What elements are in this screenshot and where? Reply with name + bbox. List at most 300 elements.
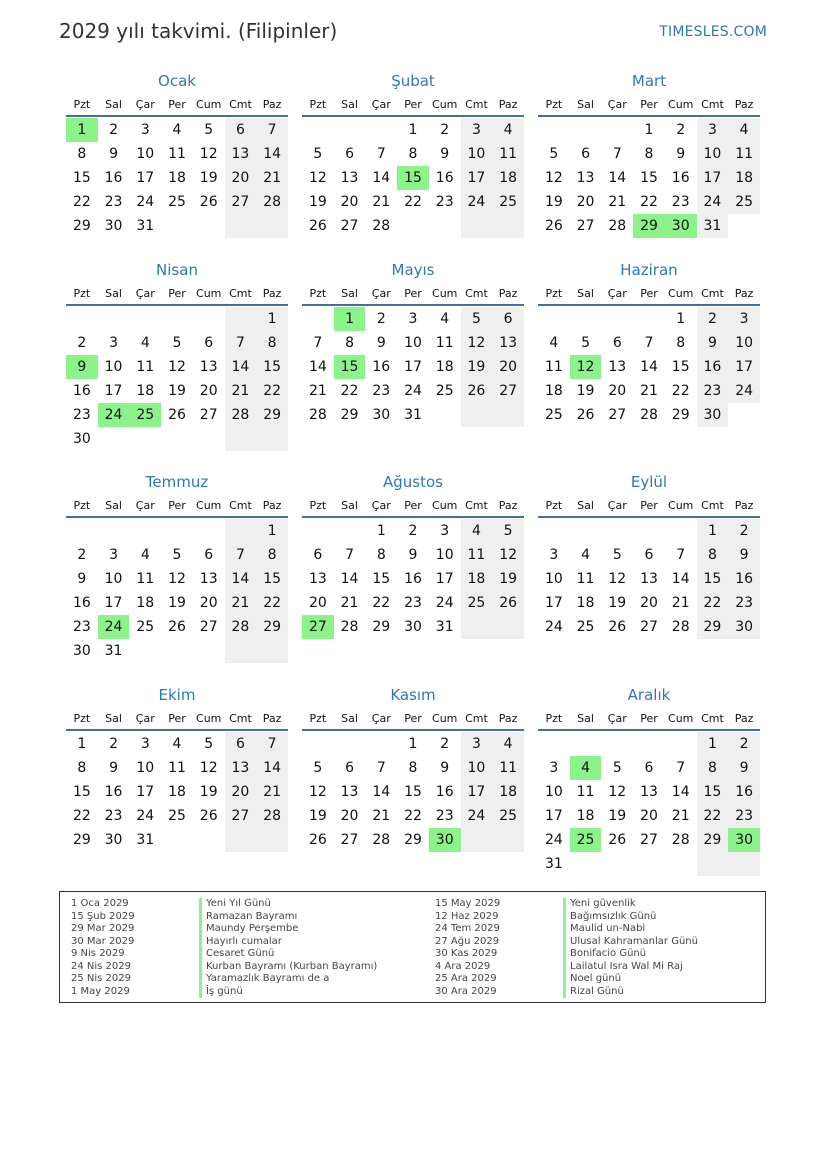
weekday-label: Sal — [105, 98, 122, 111]
weekday-label: Per — [168, 98, 186, 111]
day-cell: 23 — [671, 194, 690, 210]
site-link[interactable]: TIMESLES.COM — [659, 24, 767, 40]
day-cell: 13 — [199, 571, 218, 587]
empty-day-cell — [256, 828, 288, 852]
day-cell: 8 — [376, 547, 386, 563]
day-cell: 28 — [340, 619, 359, 635]
day-cell: 15 — [697, 567, 729, 591]
day-cell: 19 — [308, 194, 327, 210]
day-cell: 3 — [697, 118, 729, 142]
day-cell: 26 — [576, 407, 595, 423]
empty-day-cell — [397, 214, 429, 238]
day-cell: 8 — [256, 331, 288, 355]
empty-day-cell — [492, 615, 524, 639]
empty-day-cell — [538, 118, 570, 142]
empty-day-cell — [225, 427, 257, 451]
weekday-label: Per — [640, 98, 658, 111]
weekday-label: Cum — [196, 98, 222, 111]
day-cell: 18 — [492, 780, 524, 804]
day-cell: 4 — [581, 547, 591, 563]
day-cell: 6 — [313, 547, 323, 563]
day-cell: 14 — [608, 170, 627, 186]
day-cell: 6 — [581, 146, 591, 162]
day-cell: 11 — [461, 543, 493, 567]
day-cell: 9 — [408, 547, 418, 563]
day-cell: 11 — [168, 146, 186, 162]
day-cell: 25 — [461, 591, 493, 615]
weekday-label: Paz — [734, 499, 754, 512]
day-grid — [538, 118, 760, 238]
legend-holiday-name: Ramazan Bayramı — [199, 911, 377, 924]
weekday-label: Çar — [371, 98, 391, 111]
month-block — [302, 685, 524, 852]
legend-left-names — [199, 898, 377, 998]
weekday-header — [66, 709, 288, 731]
day-cell: 12 — [570, 355, 602, 379]
day-cell: 5 — [172, 547, 182, 563]
month-name: Ocak — [158, 72, 196, 90]
day-cell: 1 — [77, 736, 87, 752]
day-cell: 18 — [492, 166, 524, 190]
day-cell: 5 — [313, 760, 323, 776]
day-cell: 21 — [608, 194, 627, 210]
legend-date: 24 Tem 2029 — [435, 923, 500, 934]
day-cell: 16 — [104, 784, 123, 800]
day-cell: 15 — [397, 166, 429, 190]
day-cell: 28 — [256, 804, 288, 828]
day-cell: 30 — [404, 619, 422, 635]
day-cell: 15 — [671, 359, 690, 375]
day-cell: 20 — [608, 383, 627, 399]
empty-day-cell — [161, 427, 193, 451]
day-cell: 2 — [728, 519, 760, 543]
day-cell: 5 — [612, 547, 622, 563]
day-grid — [538, 519, 760, 639]
day-cell: 28 — [608, 218, 627, 234]
weekday-label: Cmt — [701, 712, 724, 725]
empty-day-cell — [193, 519, 225, 543]
month-block — [302, 472, 524, 639]
day-cell: 22 — [697, 804, 729, 828]
empty-day-cell — [538, 519, 570, 543]
month-name: Kasım — [390, 686, 436, 704]
day-cell: 30 — [665, 214, 697, 238]
weekday-label: Cum — [668, 712, 694, 725]
day-cell: 10 — [435, 547, 454, 563]
day-cell: 7 — [225, 331, 257, 355]
day-cell: 24 — [544, 619, 563, 635]
day-cell: 21 — [640, 383, 658, 399]
day-cell: 3 — [549, 547, 559, 563]
day-cell: 11 — [492, 756, 524, 780]
empty-day-cell — [225, 828, 257, 852]
day-cell: 27 — [199, 407, 218, 423]
day-cell: 16 — [104, 170, 123, 186]
empty-day-cell — [225, 639, 257, 663]
day-cell: 29 — [671, 407, 690, 423]
day-cell: 4 — [172, 736, 182, 752]
empty-day-cell — [365, 732, 397, 756]
month-block — [302, 260, 524, 427]
day-cell: 14 — [256, 142, 288, 166]
day-cell: 30 — [372, 407, 391, 423]
day-cell: 18 — [461, 567, 493, 591]
legend-holiday-name: Ulusal Kahramanlar Günü — [563, 936, 698, 949]
empty-day-cell — [461, 214, 493, 238]
day-cell: 18 — [435, 359, 454, 375]
day-cell: 3 — [109, 547, 119, 563]
day-cell: 15 — [72, 170, 91, 186]
day-grid — [302, 307, 524, 427]
day-cell: 14 — [225, 355, 257, 379]
day-cell: 4 — [492, 118, 524, 142]
day-cell: 5 — [204, 122, 214, 138]
day-cell: 30 — [429, 828, 461, 852]
legend-holiday-name: Rizal Günü — [563, 986, 698, 999]
empty-day-cell — [256, 427, 288, 451]
day-cell: 11 — [168, 760, 186, 776]
day-cell: 17 — [404, 359, 422, 375]
page-title: 2029 yılı takvimi. (Filipinler) — [59, 19, 338, 43]
weekday-label: Per — [640, 287, 658, 300]
weekday-label: Pzt — [309, 499, 327, 512]
empty-day-cell — [601, 732, 633, 756]
day-cell: 4 — [728, 118, 760, 142]
day-cell: 28 — [671, 832, 690, 848]
day-cell: 9 — [77, 571, 87, 587]
weekday-label: Çar — [135, 98, 155, 111]
day-cell: 27 — [492, 379, 524, 403]
day-cell: 18 — [168, 784, 186, 800]
legend-holiday-name: Bonifacio Günü — [563, 948, 698, 961]
weekday-label: Pzt — [309, 287, 327, 300]
weekday-header — [302, 496, 524, 518]
day-cell: 4 — [440, 311, 450, 327]
day-cell: 1 — [408, 736, 418, 752]
day-cell: 1 — [697, 519, 729, 543]
day-cell: 27 — [199, 619, 218, 635]
day-cell: 17 — [104, 383, 123, 399]
day-cell: 13 — [199, 359, 218, 375]
day-cell: 17 — [461, 780, 493, 804]
day-cell: 24 — [98, 615, 130, 639]
day-cell: 26 — [308, 218, 327, 234]
month-name: Eylül — [630, 473, 668, 491]
day-cell: 18 — [136, 383, 155, 399]
day-cell: 8 — [644, 146, 654, 162]
weekday-label: Sal — [577, 499, 594, 512]
day-cell: 13 — [340, 170, 359, 186]
weekday-label: Paz — [734, 712, 754, 725]
day-cell: 28 — [372, 218, 391, 234]
day-cell: 25 — [492, 190, 524, 214]
month-name: Haziran — [620, 261, 678, 279]
day-cell: 18 — [544, 383, 563, 399]
weekday-label: Paz — [262, 499, 282, 512]
legend-date: 12 Haz 2029 — [435, 910, 499, 922]
day-cell: 16 — [435, 170, 454, 186]
weekday-header — [66, 284, 288, 306]
day-cell: 3 — [440, 523, 450, 539]
weekday-label: Cmt — [465, 287, 488, 300]
day-cell: 6 — [345, 146, 355, 162]
day-cell: 20 — [199, 595, 218, 611]
day-cell: 29 — [697, 615, 729, 639]
empty-day-cell — [161, 828, 193, 852]
day-cell: 30 — [728, 828, 760, 852]
empty-day-cell — [129, 519, 161, 543]
weekday-label: Cmt — [229, 287, 252, 300]
day-cell: 18 — [168, 170, 186, 186]
weekday-label: Cmt — [701, 98, 724, 111]
day-cell: 9 — [109, 146, 119, 162]
day-cell: 17 — [697, 166, 729, 190]
empty-day-cell — [161, 519, 193, 543]
day-cell: 9 — [109, 760, 119, 776]
day-cell: 12 — [168, 571, 186, 587]
day-cell: 11 — [728, 142, 760, 166]
day-cell: 17 — [544, 595, 563, 611]
weekday-label: Paz — [262, 287, 282, 300]
weekday-label: Sal — [105, 499, 122, 512]
weekday-header — [538, 95, 760, 117]
legend-date: 30 Mar 2029 — [71, 935, 135, 947]
empty-day-cell — [665, 852, 697, 876]
day-cell: 24 — [435, 595, 454, 611]
day-cell: 11 — [544, 359, 563, 375]
day-cell: 8 — [408, 146, 418, 162]
empty-day-cell — [225, 214, 257, 238]
day-cell: 2 — [697, 307, 729, 331]
weekday-label: Cmt — [701, 287, 724, 300]
day-cell: 21 — [671, 808, 690, 824]
empty-day-cell — [728, 214, 760, 238]
day-cell: 5 — [492, 519, 524, 543]
month-block — [538, 472, 760, 639]
day-cell: 23 — [728, 804, 760, 828]
day-cell: 22 — [72, 194, 91, 210]
empty-day-cell — [601, 118, 633, 142]
weekday-label: Paz — [498, 712, 518, 725]
day-cell: 29 — [256, 403, 288, 427]
day-cell: 29 — [340, 407, 359, 423]
day-cell: 11 — [576, 571, 595, 587]
day-cell: 22 — [372, 595, 391, 611]
day-cell: 21 — [256, 166, 288, 190]
day-cell: 9 — [728, 543, 760, 567]
weekday-label: Cmt — [465, 712, 488, 725]
day-cell: 21 — [308, 383, 327, 399]
legend-right-dates — [435, 898, 500, 998]
empty-day-cell — [570, 519, 602, 543]
day-cell: 7 — [345, 547, 355, 563]
day-cell: 22 — [404, 194, 422, 210]
legend-holiday-name: Yaramazlık Bayramı de a — [199, 973, 377, 986]
day-cell: 2 — [109, 122, 119, 138]
day-cell: 13 — [640, 784, 658, 800]
day-grid — [538, 732, 760, 876]
legend-holiday-name: Bağımsızlık Günü — [563, 911, 698, 924]
day-cell: 19 — [576, 383, 595, 399]
day-cell: 24 — [544, 832, 563, 848]
day-cell: 5 — [612, 760, 622, 776]
legend-holiday-name: Yeni Yıl Günü — [199, 898, 377, 911]
day-cell: 7 — [612, 146, 622, 162]
day-cell: 3 — [408, 311, 418, 327]
legend-holiday-name: Lailatul Isra Wal Mi Raj — [563, 961, 698, 974]
day-cell: 20 — [640, 808, 658, 824]
empty-day-cell — [461, 828, 493, 852]
day-cell: 10 — [104, 359, 123, 375]
day-cell: 21 — [372, 808, 391, 824]
day-cell: 21 — [372, 194, 391, 210]
empty-day-cell — [256, 639, 288, 663]
weekday-label: Cum — [668, 98, 694, 111]
day-cell: 3 — [140, 736, 150, 752]
day-cell: 21 — [340, 595, 359, 611]
day-cell: 28 — [372, 832, 391, 848]
day-cell: 12 — [544, 170, 563, 186]
weekday-label: Paz — [734, 98, 754, 111]
day-cell: 1 — [256, 307, 288, 331]
weekday-label: Paz — [262, 712, 282, 725]
month-name: Temmuz — [145, 473, 209, 491]
day-cell: 25 — [576, 619, 595, 635]
day-cell: 6 — [644, 760, 654, 776]
day-cell: 10 — [136, 760, 155, 776]
weekday-header — [538, 284, 760, 306]
weekday-label: Per — [640, 499, 658, 512]
day-cell: 20 — [576, 194, 595, 210]
day-cell: 1 — [334, 307, 366, 331]
month-name: Şubat — [391, 72, 435, 90]
day-cell: 25 — [168, 808, 186, 824]
day-cell: 2 — [728, 732, 760, 756]
day-cell: 5 — [581, 335, 591, 351]
day-cell: 29 — [633, 214, 665, 238]
day-cell: 19 — [168, 595, 186, 611]
day-cell: 10 — [544, 571, 563, 587]
day-cell: 2 — [77, 335, 87, 351]
day-cell: 2 — [676, 122, 686, 138]
day-cell: 25 — [492, 804, 524, 828]
weekday-label: Cum — [432, 98, 458, 111]
weekday-label: Per — [404, 287, 422, 300]
month-name: Nisan — [156, 261, 198, 279]
weekday-label: Per — [404, 98, 422, 111]
day-grid — [302, 118, 524, 238]
day-cell: 16 — [728, 567, 760, 591]
day-cell: 29 — [372, 619, 391, 635]
day-cell: 16 — [435, 784, 454, 800]
day-cell: 10 — [544, 784, 563, 800]
day-cell: 1 — [644, 122, 654, 138]
day-cell: 18 — [576, 595, 595, 611]
day-cell: 20 — [199, 383, 218, 399]
day-cell: 11 — [136, 571, 155, 587]
empty-day-cell — [633, 852, 665, 876]
weekday-label: Pzt — [73, 287, 91, 300]
day-grid — [302, 519, 524, 639]
weekday-label: Sal — [577, 287, 594, 300]
day-cell: 4 — [172, 122, 182, 138]
day-cell: 1 — [676, 311, 686, 327]
day-cell: 14 — [671, 784, 690, 800]
empty-day-cell — [193, 307, 225, 331]
day-cell: 13 — [640, 571, 658, 587]
legend-date: 30 Kas 2029 — [435, 948, 498, 959]
day-cell: 30 — [72, 643, 91, 659]
day-cell: 28 — [225, 615, 257, 639]
weekday-label: Cum — [432, 287, 458, 300]
day-cell: 6 — [644, 547, 654, 563]
empty-day-cell — [570, 732, 602, 756]
empty-day-cell — [665, 519, 697, 543]
day-cell: 16 — [728, 780, 760, 804]
empty-day-cell — [538, 307, 570, 331]
day-cell: 5 — [549, 146, 559, 162]
day-cell: 15 — [640, 170, 658, 186]
weekday-label: Cmt — [465, 499, 488, 512]
day-cell: 26 — [608, 619, 627, 635]
legend-holiday-name: İş günü — [199, 986, 377, 999]
day-cell: 5 — [204, 736, 214, 752]
empty-day-cell — [129, 427, 161, 451]
day-cell: 29 — [697, 828, 729, 852]
day-cell: 14 — [372, 784, 391, 800]
empty-day-cell — [601, 852, 633, 876]
weekday-label: Paz — [498, 98, 518, 111]
day-cell: 27 — [640, 832, 658, 848]
day-cell: 1 — [408, 122, 418, 138]
day-cell: 8 — [697, 543, 729, 567]
day-cell: 17 — [435, 571, 454, 587]
day-cell: 16 — [697, 355, 729, 379]
empty-day-cell — [665, 732, 697, 756]
day-cell: 12 — [168, 359, 186, 375]
day-cell: 20 — [225, 780, 257, 804]
day-cell: 3 — [549, 760, 559, 776]
legend-right-names — [563, 898, 698, 998]
legend-holiday-name: Maulid un-Nabi — [563, 923, 698, 936]
weekday-label: Çar — [607, 98, 627, 111]
weekday-label: Per — [168, 499, 186, 512]
weekday-label: Per — [404, 712, 422, 725]
day-cell: 28 — [671, 619, 690, 635]
weekday-label: Cum — [668, 499, 694, 512]
day-cell: 14 — [671, 571, 690, 587]
empty-day-cell — [570, 307, 602, 331]
day-cell: 28 — [256, 190, 288, 214]
day-cell: 6 — [345, 760, 355, 776]
day-cell: 26 — [168, 619, 186, 635]
day-cell: 29 — [404, 832, 422, 848]
month-block — [66, 685, 288, 852]
day-grid — [66, 732, 288, 852]
weekday-label: Sal — [105, 712, 122, 725]
day-cell: 26 — [544, 218, 563, 234]
weekday-label: Pzt — [309, 98, 327, 111]
day-cell: 17 — [461, 166, 493, 190]
day-cell: 12 — [199, 146, 218, 162]
day-cell: 12 — [608, 571, 627, 587]
day-cell: 23 — [72, 407, 91, 423]
day-cell: 8 — [345, 335, 355, 351]
day-cell: 11 — [435, 335, 454, 351]
empty-day-cell — [161, 214, 193, 238]
day-grid — [66, 307, 288, 451]
empty-day-cell — [302, 118, 334, 142]
